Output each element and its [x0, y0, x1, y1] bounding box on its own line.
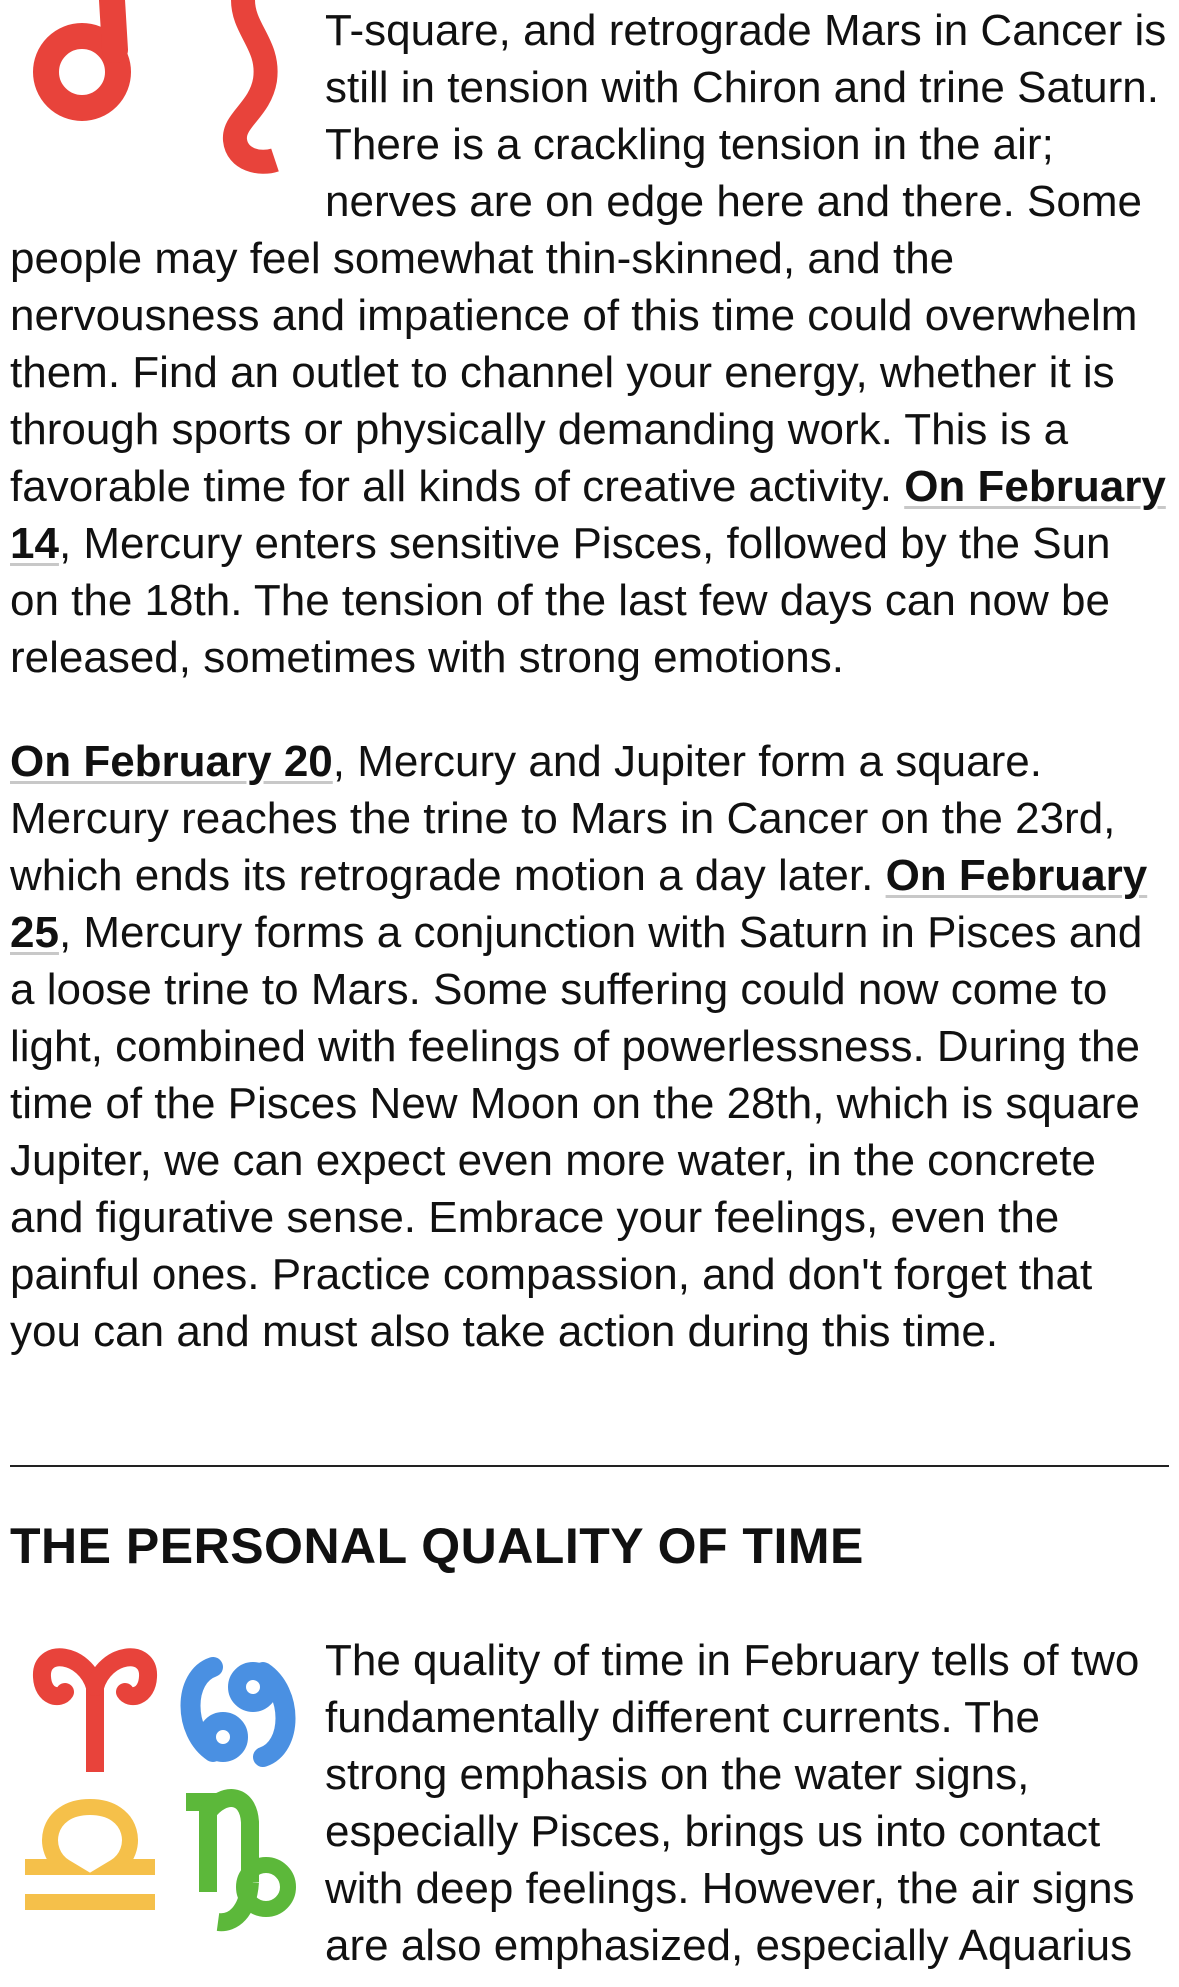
leo-symbol-icon: [215, 0, 295, 175]
aries-symbol-icon: [30, 1642, 160, 1777]
paragraph-text: , Mercury and Jupiter form a square. Mercury reaches the trine to Mars in Cancer on the 23rd, which ends its retrograde motion a day later.: [10, 737, 1116, 900]
capricorn-symbol-icon: [178, 1782, 298, 1932]
section-divider: [10, 1465, 1169, 1467]
article-section-planets: [0, 0, 1179, 686]
paragraph-text: , Mercury forms a conjunction with Saturn in Pisces and a loose trine to Mars. Some suffering could now come to light, combined with feelings of powerlessness. During the time of the Pisces New Moon on the 28th, which is square Jupiter, we can expect even more water, in the concrete and figurative sense. Embrace your feelings, even the painful ones. Practice compassion, and don't forget that you can and must also take action during this time.: [10, 908, 1143, 1356]
link-february-25[interactable]: On February 25: [10, 851, 1148, 957]
paragraph-mercury: [0, 733, 1179, 1360]
paragraph-text: T-square, and retrograde Mars in Cancer is still in tension with Chiron and trine Saturn. There is a crackling tension in the air; nerves are on edge here and there. Some people may feel somewhat thin-skinned, and the nervousness and impatience of this time could overwhelm them. Find an outlet to channel your energy, whether it is through sports or physically demanding work. This is a favorable time for all kinds of creative activity.: [10, 6, 1167, 511]
libra-symbol-icon: [20, 1792, 160, 1912]
zodiac-icons: [0, 1632, 325, 1922]
section-heading: THE PERSONAL QUALITY OF TIME: [10, 1518, 864, 1574]
link-february-20[interactable]: On February 20: [10, 737, 333, 786]
planet-icons: [0, 0, 325, 175]
article-section-quality: [0, 1632, 1179, 1974]
mars-symbol-icon: [20, 0, 140, 130]
paragraph-text: , Mercury enters sensitive Pisces, followed by the Sun on the 18th. The tension of the last few days can now be released, sometimes with strong emotions.: [10, 519, 1111, 682]
paragraph-quality-of-time: The quality of time in February tells of two fundamentally different currents. The strong emphasis on the water signs, especially Pisces, brings us into contact with deep feelings. However, the air signs are also emphasized, especially Aquarius: [325, 1636, 1140, 1970]
link-february-14[interactable]: On February 14: [10, 462, 1166, 568]
cancer-symbol-icon: [178, 1642, 298, 1782]
